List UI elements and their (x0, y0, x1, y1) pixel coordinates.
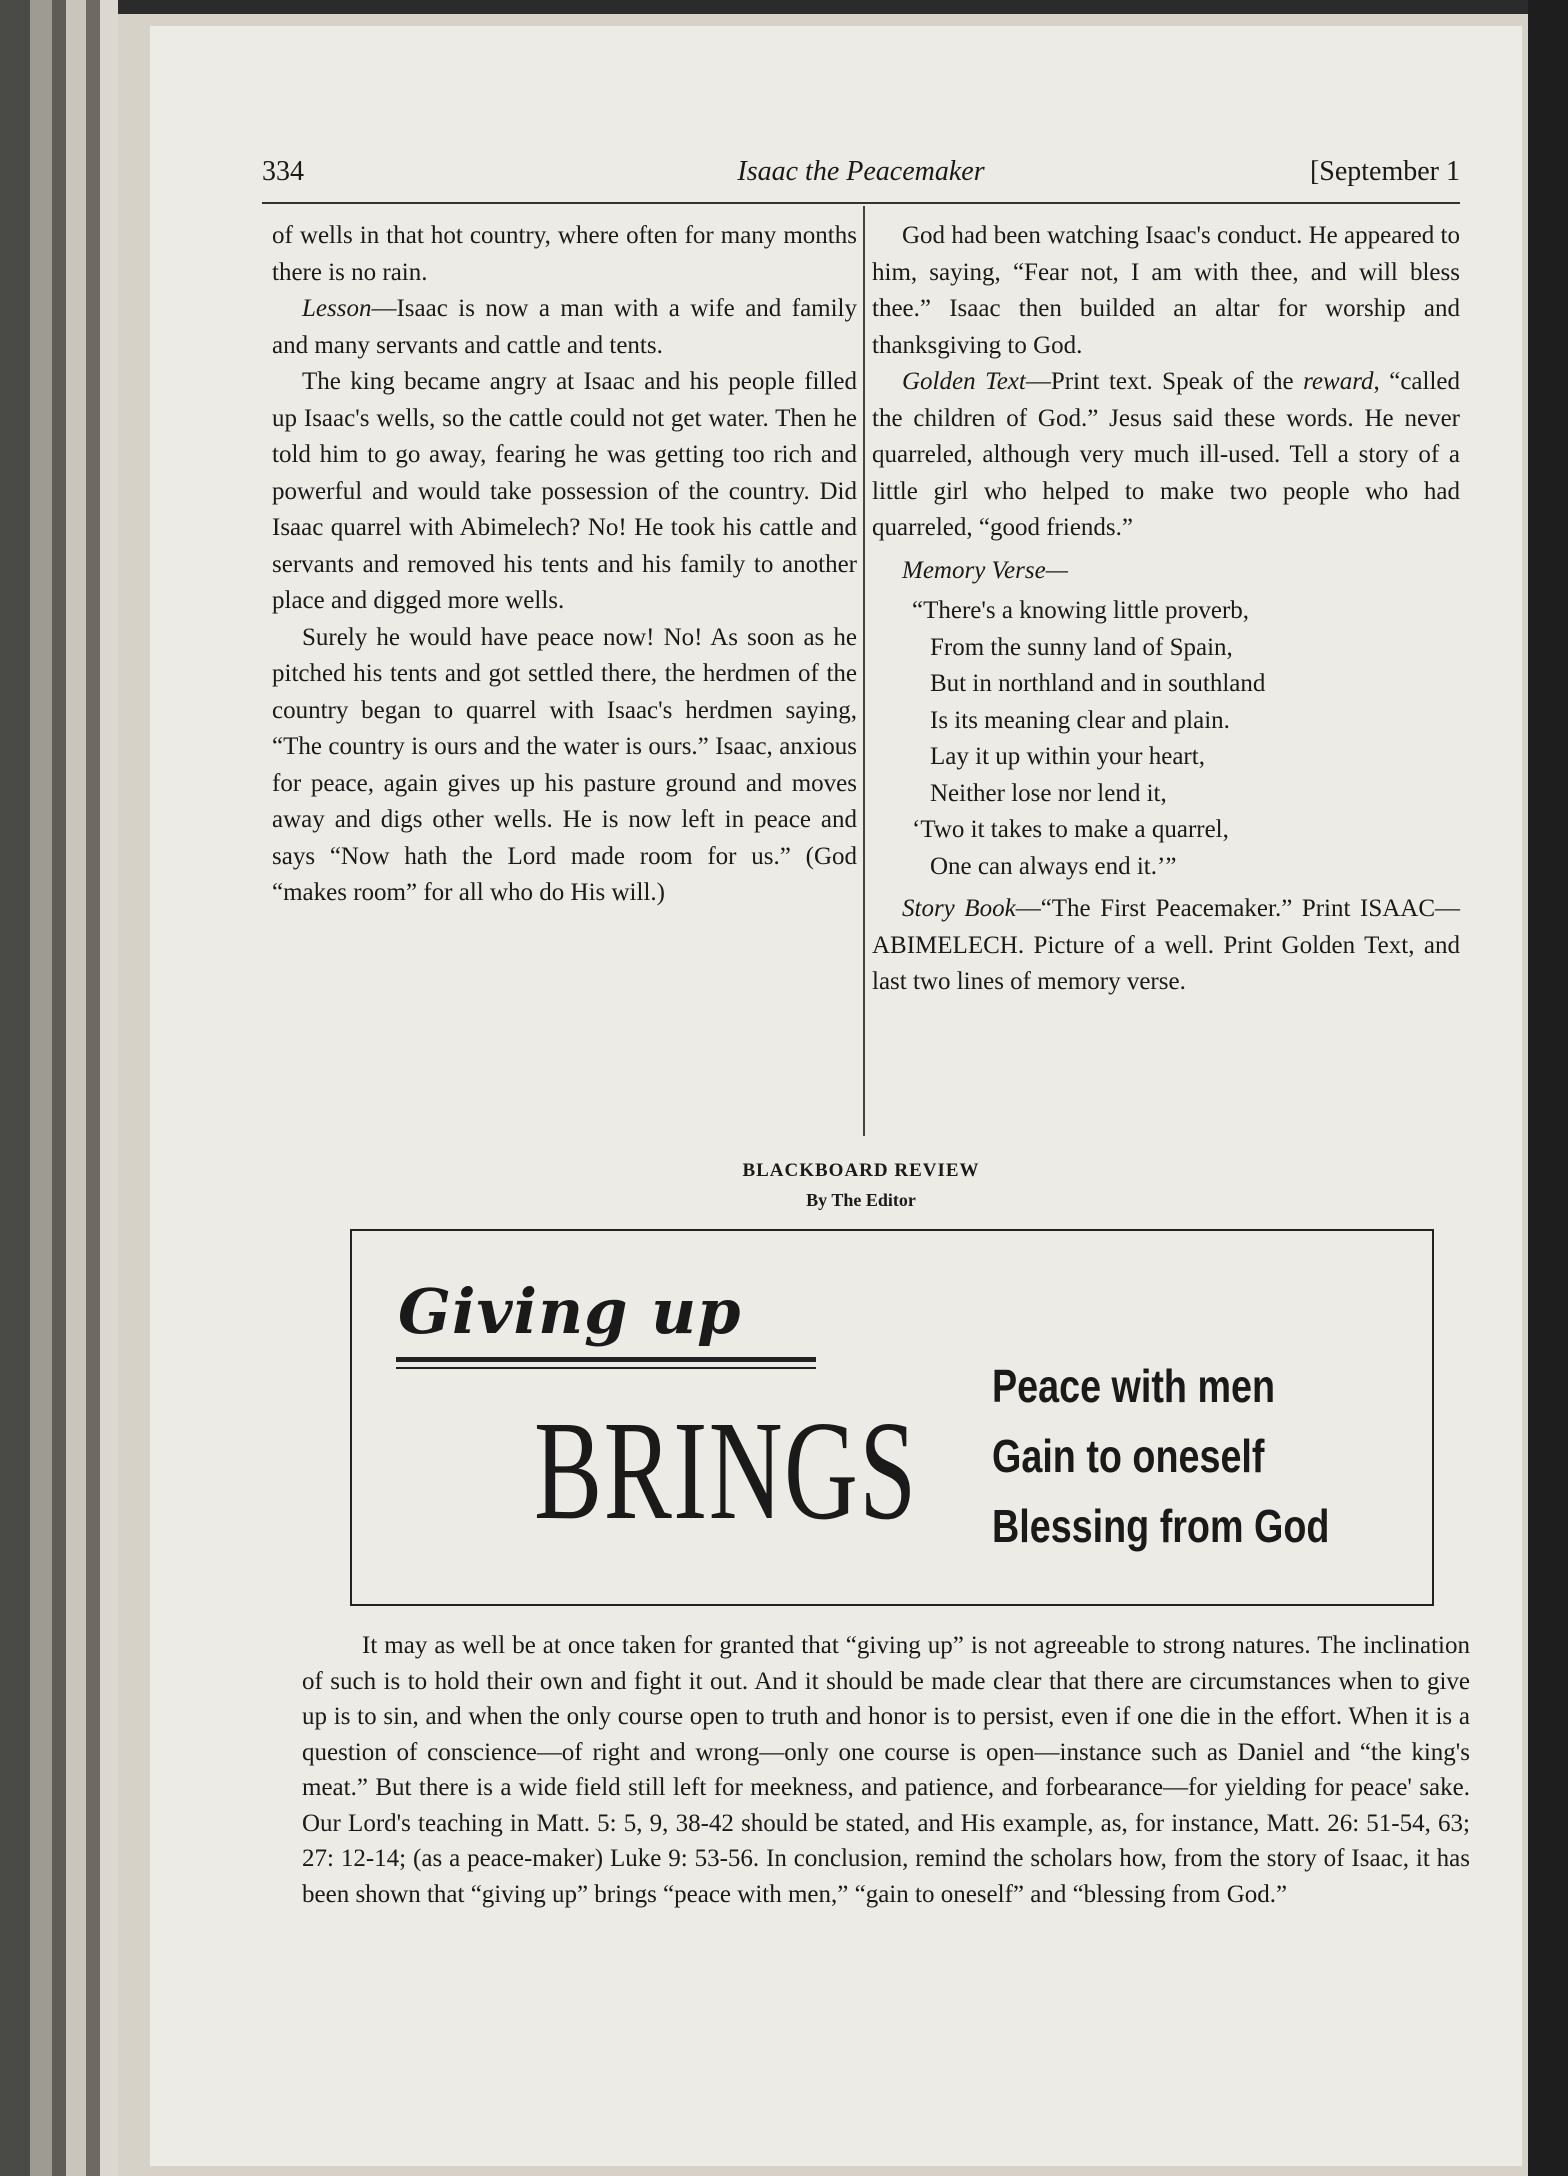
lesson-text: —Isaac is now a man with a wife and family and many servants and cattle and tents. (272, 295, 857, 359)
page (150, 26, 1522, 2166)
left-paragraph: Surely he would have peace now! No! As soon as he pitched his tents and got settled there, the herdmen of the country began to quarrel with Isaac's herdmen saying, “The country is ours and the water is ours.” Isaac, anxious for peace, again gives up his pasture ground and moves away and digs other wells. He is now left in peace and says “Now hath the Lord made room for us.” (God “makes room” for all who do His will.) (272, 623, 857, 906)
golden-text-label: Golden Text (902, 368, 1026, 395)
story-book-text: —“The First Peacemaker.” Print ISAAC—ABIMELECH. Picture of a well. Print Golden Text, and last two lines of memory verse. (872, 895, 1461, 995)
blackboard-byline: By The Editor (806, 1190, 916, 1210)
poem-line: From the sunny land of Spain, (930, 633, 1233, 661)
page-header (262, 144, 1460, 196)
book-edge (0, 0, 30, 2176)
closing-paragraph (302, 1628, 1470, 1912)
scan-top-band (0, 0, 1568, 14)
closing-text: It may as well be at once taken for granted that “giving up” is not agreeable to strong natures. The inclination of such is to hold their own and fight it out. And it should be made clear that there are circumstances when to give up is to sin, and when the only course open to truth and honor is to persist, even if one die in the effort. When it is a question of conscience—of right and wrong—only one course is open—instance such as Daniel and “the king's meat.” But there is a wide field still left for meekness, and patience, and forbearance—for yielding for peace' sake. Our Lord's teaching in Matt. 5: 5, 9, 38-42 should be stated, and His example, as, for instance, Matt. 26: 51-54, 63; 27: 12-14; (as a peace-maker) Luke 9: 53-56. In conclusion, remind the scholars how, from the story of Isaac, it has been shown that “giving up” brings “peace with men,” “gain to oneself” and “blessing from God.” (302, 1632, 1470, 1908)
brings-list-item: Peace with men (992, 1360, 1276, 1412)
scan-right-band (1528, 0, 1568, 2176)
left-column (272, 218, 857, 912)
left-paragraph: The king became angry at Isaac and his people filled up Isaac's wells, so the cattle could not get water. Then he told him to go away, fearing he was getting too rich and powerful and would take possession of the country. Did Isaac quarrel with Abimelech? No! He took his cattle and servants and removed his tents and his family to another place and digged more wells. (272, 368, 857, 614)
underline-thin (396, 1367, 816, 1369)
book-edge (30, 0, 52, 2176)
brings-list-item: Blessing from God (992, 1500, 1330, 1552)
page-number: 334 (262, 156, 304, 187)
golden-text-paragraph (872, 364, 1460, 547)
poem-line: But in northland and in southland (930, 670, 1266, 697)
running-title: Isaac the Peacemaker (737, 156, 985, 187)
header-rule (262, 202, 1460, 204)
brings-list-item: Gain to oneself (992, 1430, 1265, 1482)
story-book-label: Story Book (902, 895, 1016, 922)
column-divider (863, 206, 865, 1136)
book-edge (52, 0, 66, 2176)
golden-text-pre: —Print text. Speak of the (1025, 368, 1304, 395)
memory-verse-poem (872, 593, 1460, 885)
left-paragraph: of wells in that hot country, where often for many months there is no rain. (272, 222, 857, 286)
blackboard-heading: BLACKBOARD REVIEW (742, 1160, 980, 1181)
brings-list (992, 1351, 1329, 1561)
right-column (872, 218, 1460, 1001)
book-edge (86, 0, 100, 2176)
golden-text-post: , “called the children of God.” Jesus said these words. He never quarreled, although very much ill-used. Tell a story of a little girl who helped to make two people who had quarreled, “good friends.” (872, 368, 1461, 541)
memory-verse-label: Memory Verse— (902, 556, 1068, 584)
book-edge (66, 0, 86, 2176)
story-book-paragraph (872, 891, 1460, 1001)
poem-line: One can always end it.’” (930, 852, 1177, 880)
poem-line: ‘Two it takes to make a quarrel, (912, 816, 1229, 843)
poem-line: Neither lose nor lend it, (930, 779, 1167, 807)
poem-line: Lay it up within your heart, (930, 743, 1205, 770)
giving-up-title: Giving up (398, 1275, 742, 1348)
book-edge (100, 0, 118, 2176)
blackboard-diagram (350, 1229, 1434, 1606)
brings-word: BRINGS (534, 1391, 918, 1549)
poem-line: Is its meaning clear and plain. (930, 706, 1230, 734)
lesson-paragraph (272, 291, 857, 364)
lesson-label: Lesson (302, 295, 372, 322)
golden-text-reward: reward (1303, 368, 1374, 395)
underline-thick (396, 1357, 816, 1362)
poem-line: “There's a knowing little proverb, (912, 597, 1250, 624)
right-paragraph: God had been watching Isaac's conduct. He appeared to him, saying, “Fear not, I am with thee, and will bless thee.” Isaac then builded an altar for worship and thanksgiving to God. (872, 222, 1460, 359)
issue-date: [September 1 (1309, 156, 1460, 187)
